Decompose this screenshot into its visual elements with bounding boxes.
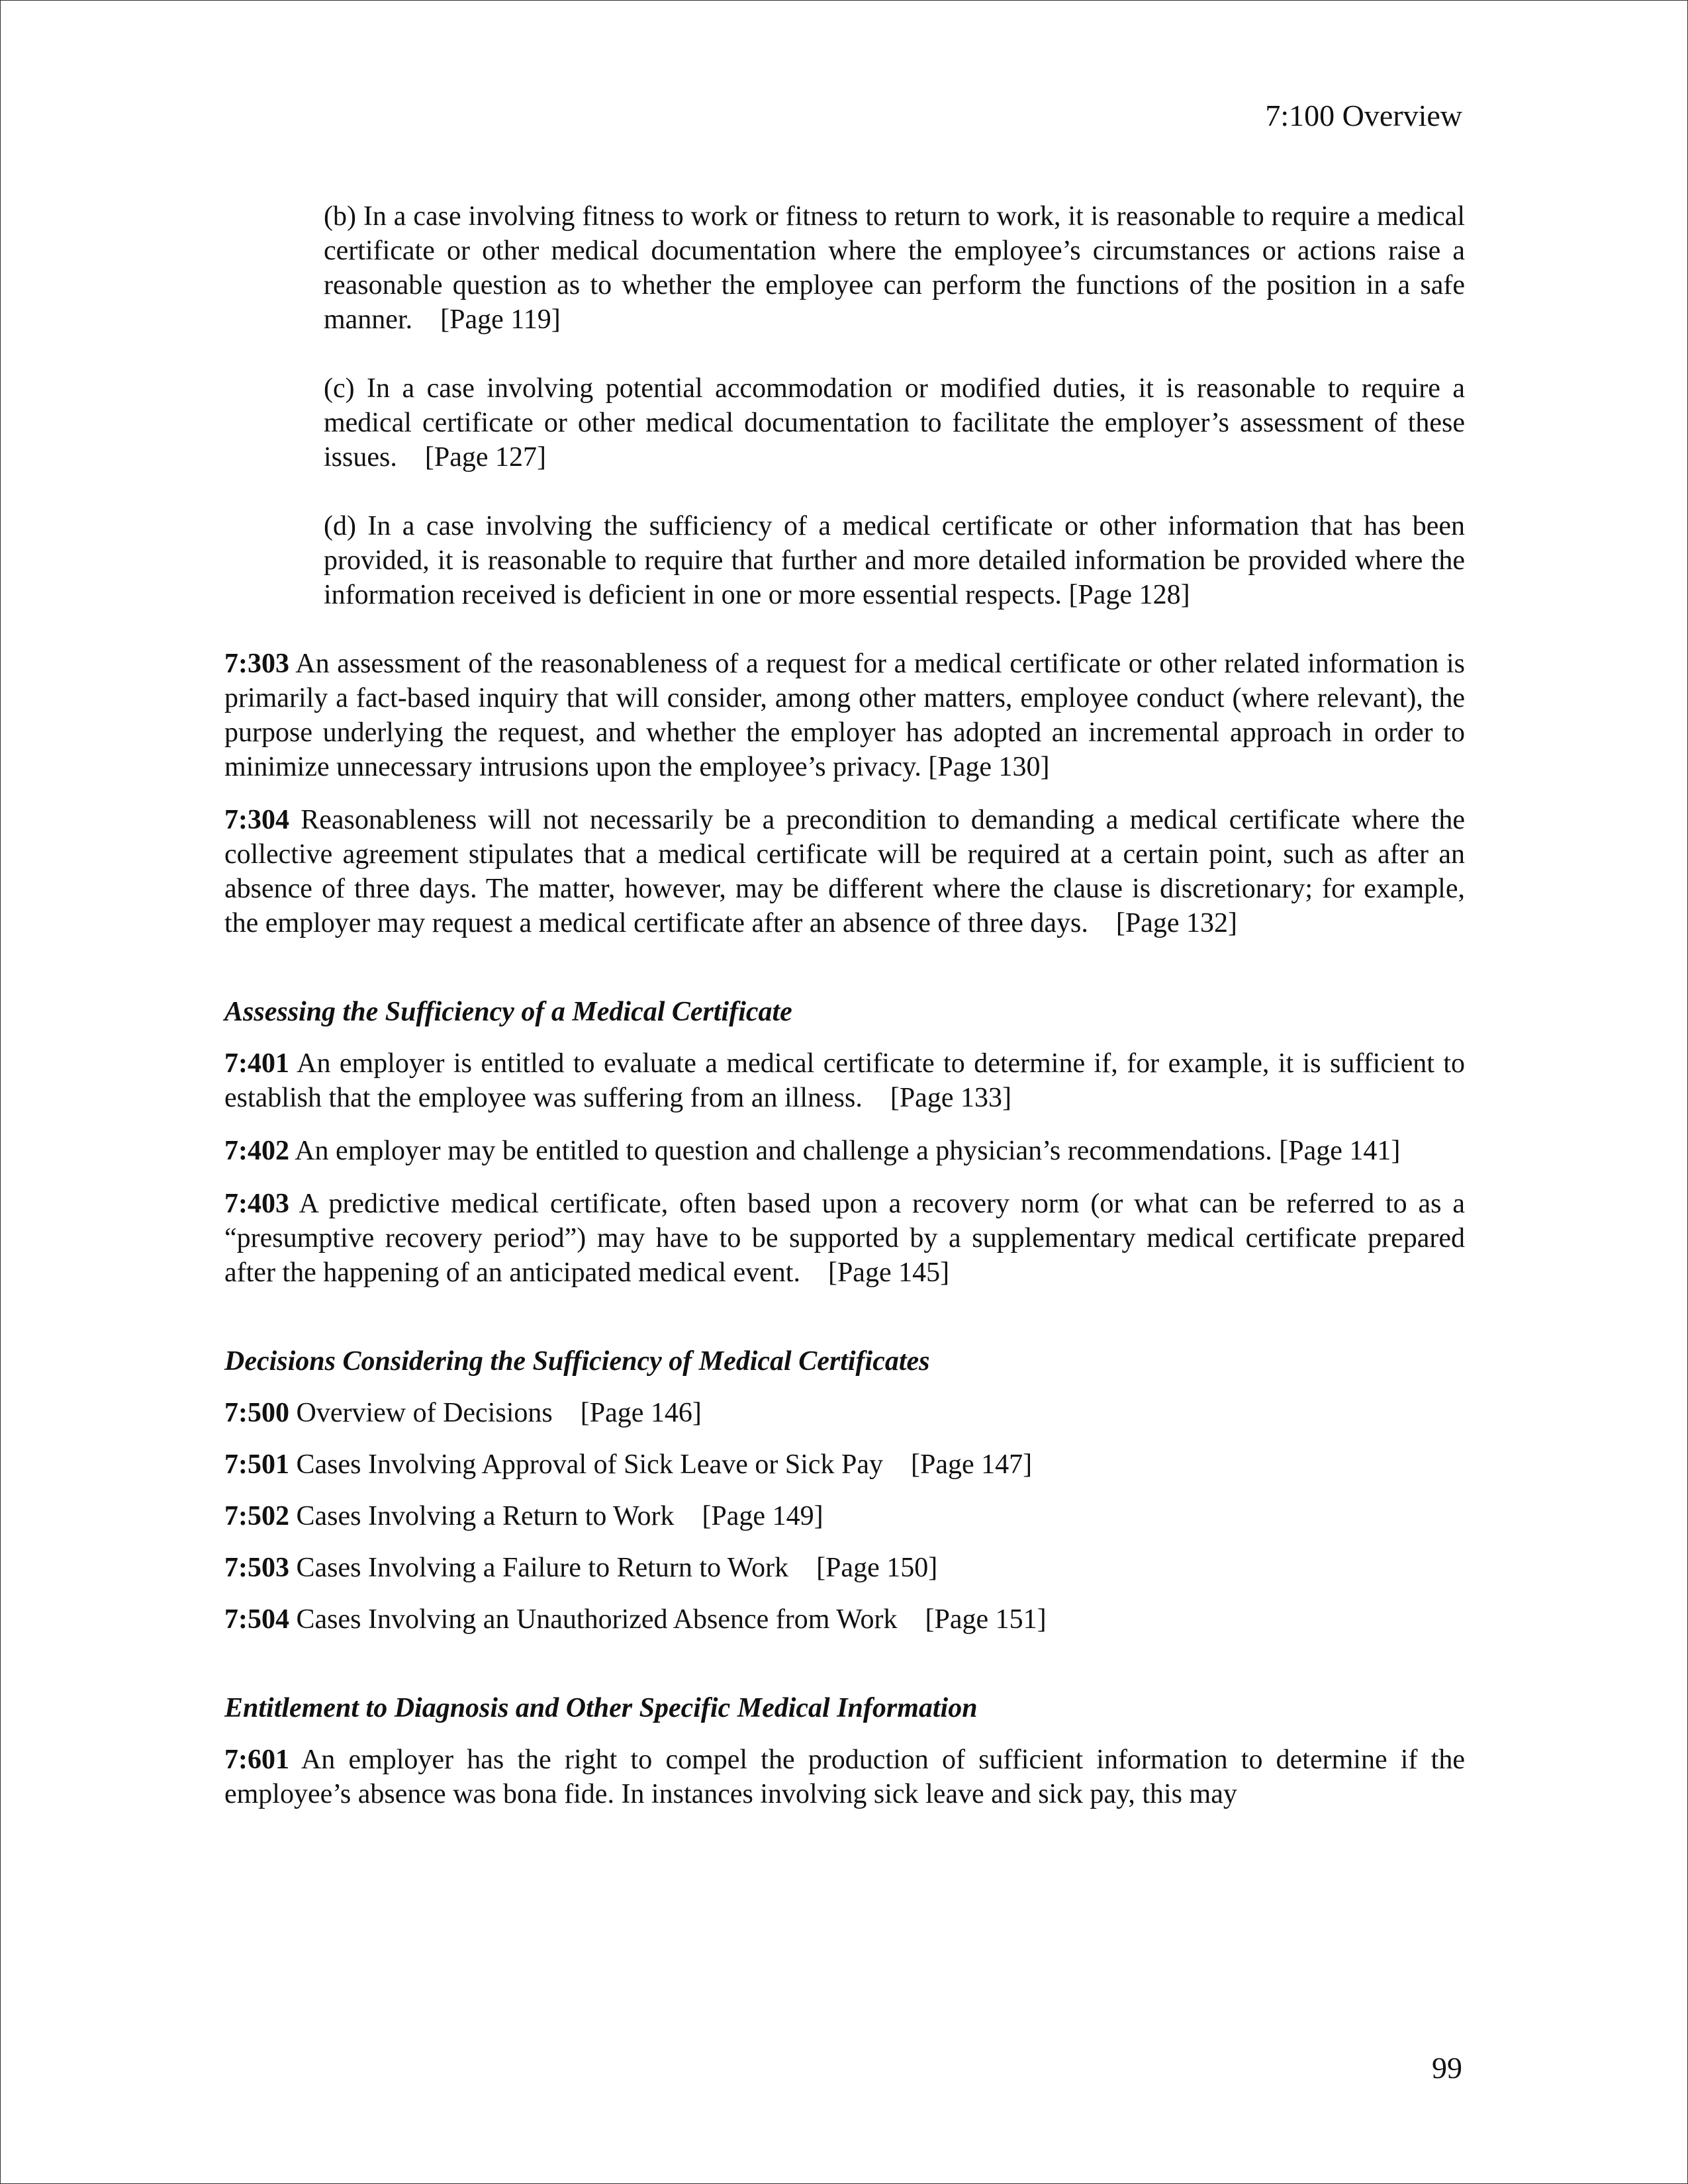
section-7-304: 7:304 Reasonableness will not necessarily be a precondition to demanding a medical certificate where the collective agreement stipulates that a medical certificate will be required at a certain point, such as after an absence of three days. The matter, however, may be different where the clause is discretionary; for example, the employer may request a medical certificate after an absence of three days. [Page 132] — [224, 805, 1466, 938]
page-ref: [Page 132] — [1115, 908, 1237, 938]
page-ref: [Page 119] — [440, 304, 561, 335]
section-number: 7:601 — [224, 1745, 289, 1775]
section-number: 7:403 — [224, 1189, 289, 1219]
heading-entitlement: Entitlement to Diagnosis and Other Specific Medical Information — [224, 1693, 978, 1723]
page-ref: [Page 130] — [928, 752, 1050, 782]
section-number: 7:502 — [224, 1501, 289, 1531]
page-ref: [Page 128] — [1068, 580, 1190, 610]
running-header: 7:100 Overview — [1265, 99, 1462, 132]
page-ref: [Page 127] — [424, 442, 546, 473]
heading-decisions: Decisions Considering the Sufficiency of Medical Certificates — [224, 1346, 930, 1377]
decision-7-501: 7:501 Cases Involving Approval of Sick Leave or Sick Pay [Page 147] — [224, 1449, 1033, 1480]
section-number: 7:500 — [224, 1398, 289, 1428]
page-ref: [Page 147] — [911, 1449, 1033, 1480]
page-ref: [Page 146] — [580, 1398, 702, 1428]
decision-7-502: 7:502 Cases Involving a Return to Work [Page 149] — [224, 1501, 823, 1531]
page-ref: [Page 149] — [702, 1501, 823, 1531]
decision-7-503: 7:503 Cases Involving a Failure to Return to Work [Page 150] — [224, 1553, 938, 1583]
section-7-303: 7:303 An assessment of the reasonableness of a request for a medical certificate or other related information is primarily a fact-based inquiry that will consider, among other matters, employee conduct (where relevant), the purpose underlying the request, and whether the employer has adopted an incremental approach in order to minimize unnecessary intrusions upon the employee’s privacy. [Page 130] — [224, 649, 1465, 782]
section-number: 7:402 — [224, 1136, 289, 1166]
subsection-d: (d) In a case involving the sufficiency of a medical certificate or other information that has been provided, it is reasonable to require that further and more detailed information be provided where the information received is deficient in one or more essential respects. [Page 128] — [324, 511, 1465, 610]
page-ref: [Page 133] — [890, 1083, 1011, 1113]
section-number: 7:401 — [224, 1048, 289, 1079]
section-7-601: 7:601 An employer has the right to compel the production of sufficient information to determine if the employee’s absence was bona fide. In instances involving sick leave and sick pay, this may — [224, 1745, 1465, 1809]
section-number: 7:504 — [224, 1604, 289, 1635]
page-number: 99 — [1432, 2051, 1462, 2085]
page-ref: [Page 150] — [816, 1553, 938, 1583]
decision-7-504: 7:504 Cases Involving an Unauthorized Absence from Work [Page 151] — [224, 1604, 1047, 1635]
subsection-c: (c) In a case involving potential accommodation or modified duties, it is reasonable to require a medical certificate or other medical documentation to facilitate the employer’s assessment of these issues. [Page 127] — [324, 373, 1465, 473]
section-7-401: 7:401 An employer is entitled to evaluate a medical certificate to determine if, for example, it is sufficient to establish that the employee was suffering from an illness. [Page 133] — [224, 1048, 1466, 1113]
page-ref: [Page 151] — [925, 1604, 1047, 1635]
subsection-list — [324, 199, 1465, 612]
page-ref: [Page 141] — [1279, 1136, 1401, 1166]
heading-sufficiency: Assessing the Sufficiency of a Medical Certificate — [224, 997, 792, 1027]
section-number: 7:503 — [224, 1553, 289, 1583]
subsection-b: (b) In a case involving fitness to work or fitness to return to work, it is reasonable to require a medical certificate or other medical documentation where the employee’s circumstances or actions raise a reasonable question as to whether the employee can perform the functions of the position in a safe manner. [Page 119] — [324, 201, 1465, 335]
section-number: 7:303 — [224, 649, 289, 679]
document-body — [224, 199, 1465, 1830]
section-7-403: 7:403 A predictive medical certificate, often based upon a recovery norm (or what can be referred to as a “presumptive recovery period”) may have to be supported by a supplementary medical certificate prepared after the happening of an anticipated medical event. [Page 145] — [224, 1189, 1465, 1288]
section-7-402: 7:402 An employer may be entitled to question and challenge a physician’s recommendations. [Page 141] — [224, 1136, 1401, 1166]
page-ref: [Page 145] — [827, 1257, 950, 1288]
section-number: 7:501 — [224, 1449, 289, 1480]
decision-7-500: 7:500 Overview of Decisions [Page 146] — [224, 1398, 702, 1428]
section-number: 7:304 — [224, 805, 289, 835]
